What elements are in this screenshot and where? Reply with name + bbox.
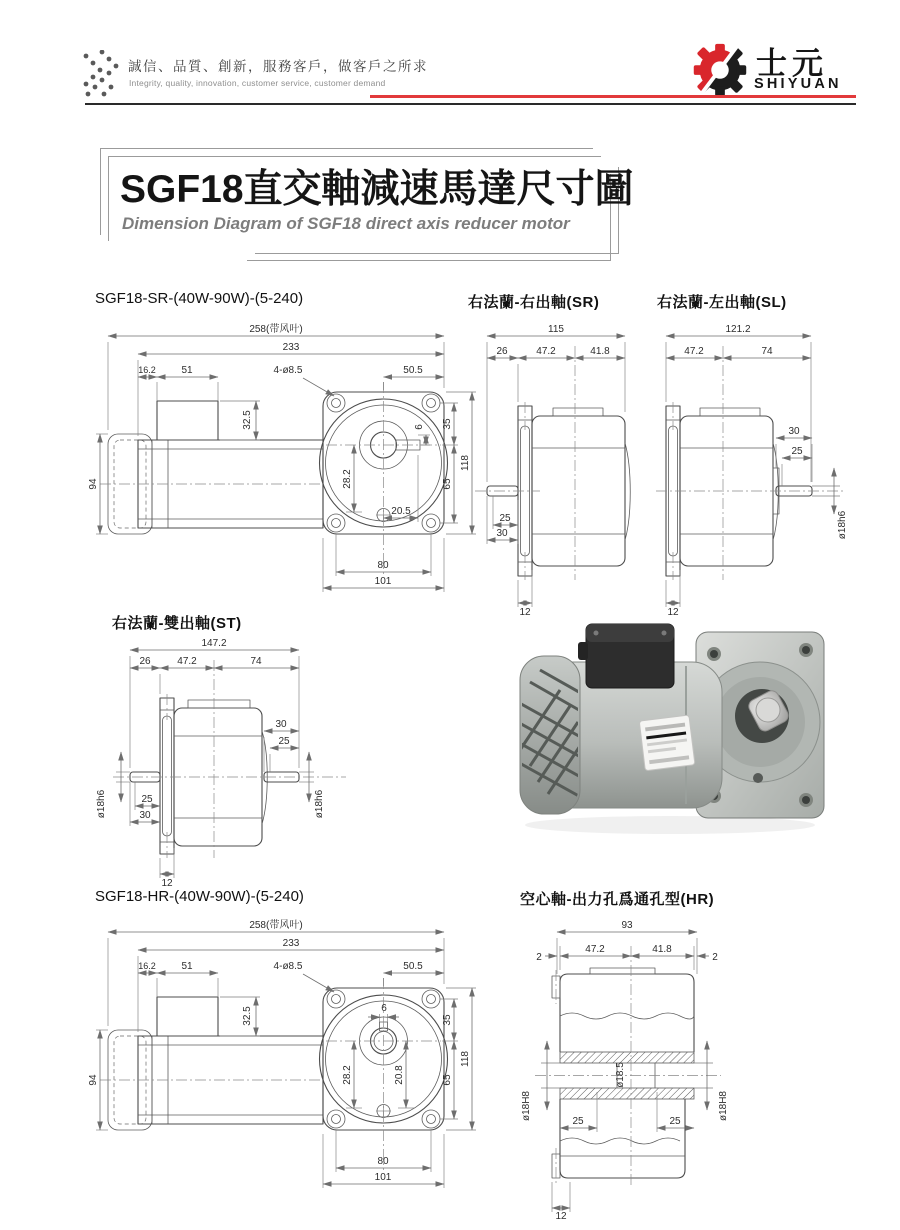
centerlines [100,382,441,574]
hr-main-drawing [88,918,483,1203]
dim-label: 93 [621,920,633,931]
brand-name-en: SHIYUAN [754,76,842,92]
dim-label: 25 [669,1116,681,1127]
dim-label: 26 [139,656,151,667]
dim-label: 147.2 [201,638,227,649]
centerlines [656,346,844,580]
dim-label: 101 [374,576,392,587]
dim-label: 28.2 [342,469,353,489]
dim-label: 47.2 [585,944,605,955]
page-title: SGF18直交軸減速馬達尺寸圖 [120,168,634,211]
dim-label: 4-ø8.5 [273,961,303,972]
dim-label: 30 [275,719,287,730]
dim-label: 2 [536,952,542,963]
dim-label: 101 [374,1172,392,1183]
dim-label: 20.5 [391,506,411,517]
dim-label: 6 [414,424,425,430]
header-slogan-en: Integrity, quality, innovation, customer service, customer demand [129,78,386,88]
dim-label: ø18H8 [521,1090,532,1122]
dim-label: 28.2 [342,1065,353,1085]
dim-label: 30 [496,528,508,539]
dim-label: 50.5 [403,365,423,376]
dim-label: 233 [282,342,300,353]
dim-label: 4-ø8.5 [273,365,303,376]
dim-label: 233 [282,938,300,949]
dim-label: 41.8 [652,944,672,955]
drawing-title-hr-main: SGF18-HR-(40W-90W)-(5-240) [95,888,304,905]
hr-hollow-drawing [505,916,750,1221]
dim-label: ø18.5 [615,1062,626,1088]
header-slogan-cn: 誠信、品質、創新，服務客戶，做客戶之所求 [128,59,428,74]
dim-label: 12 [667,607,679,618]
dim-label: 25 [499,513,511,524]
dim-label: 47.2 [177,656,197,667]
dim-label: 94 [88,478,99,490]
dim-label: 65 [442,1074,453,1086]
dimension-labels [88,322,471,587]
dim-label: ø18H8 [718,1090,729,1122]
dim-label: 118 [460,455,471,471]
dim-label: 25 [791,446,803,457]
outline [108,988,448,1130]
dim-label: 115 [548,324,564,335]
centerlines [100,978,441,1170]
dim-label: 30 [139,810,151,821]
dim-label: 74 [761,346,773,357]
dim-label: 32.5 [242,410,253,430]
dim-label: 25 [278,736,290,747]
brand-name-cn: 士元 [756,46,828,81]
dim-label: 47.2 [536,346,556,357]
dimension-labels [88,918,471,1183]
dim-label: 16.2 [138,961,156,971]
page-subtitle: Dimension Diagram of SGF18 direct axis reducer motor [122,214,570,233]
photo-shadow [525,816,815,834]
dim-label: 51 [181,365,193,376]
terminal-box [578,624,674,688]
dimension-labels [496,324,610,618]
dim-label: 74 [250,656,262,667]
drawing-title-sl-side: 右法蘭-左出軸(SL) [657,294,787,311]
dim-label: 258(带风叶) [249,324,303,335]
dim-label: 26 [496,346,508,357]
dim-label: 12 [519,607,531,618]
header-rule-black [85,103,856,105]
dimension-labels [667,324,848,618]
dim-label: 12 [555,1211,567,1221]
dim-label: 118 [460,1051,471,1067]
dim-label: 35 [442,418,453,430]
st-side-drawing [88,636,373,888]
dim-label: 2 [712,952,718,963]
dim-label: 94 [88,1074,99,1086]
dim-label: 41.8 [590,346,610,357]
dim-label: 65 [442,478,453,490]
dim-label: 121.2 [725,324,751,335]
dim-label: 258(带风叶) [249,920,303,931]
dimension-labels [96,638,325,888]
dim-label: 16.2 [138,365,156,375]
dim-label: ø18h6 [837,510,848,540]
motor-label [639,715,695,771]
dim-label: 25 [141,794,153,805]
dim-label: ø18h6 [96,789,107,819]
fan-cover [514,656,586,814]
dim-label: 47.2 [684,346,704,357]
drawing-title-st-side: 右法蘭-雙出軸(ST) [112,615,242,632]
dim-label: 80 [377,1156,389,1167]
dim-label: 51 [181,961,193,972]
centerlines [113,660,346,858]
sr-side-drawing [455,318,645,618]
centerlines [535,946,721,1188]
chevron-dots-icon [82,50,130,100]
dim-label: ø18h6 [314,789,325,819]
sl-side-drawing [648,318,858,618]
centerlines [475,346,575,580]
drawing-title-sr-side: 右法蘭-右出軸(SR) [468,294,600,311]
dim-label: 25 [572,1116,584,1127]
dim-label: 12 [161,878,173,888]
dim-label: 35 [442,1014,453,1026]
header-rule-red [370,95,856,98]
dim-label: 30 [788,426,800,437]
dimension-lines [116,650,314,878]
dim-label: 20.8 [394,1065,405,1085]
product-photo [500,610,830,845]
dim-label: 32.5 [242,1006,253,1026]
dim-label: 50.5 [403,961,423,972]
sr-main-drawing [88,322,483,607]
dim-label: 6 [381,1003,387,1014]
dim-label: 80 [377,560,389,571]
outline [130,698,299,854]
drawing-title-hr-hollow: 空心軸-出力孔爲通孔型(HR) [520,891,715,908]
drawing-title-sr-main: SGF18-SR-(40W-90W)-(5-240) [95,290,304,307]
